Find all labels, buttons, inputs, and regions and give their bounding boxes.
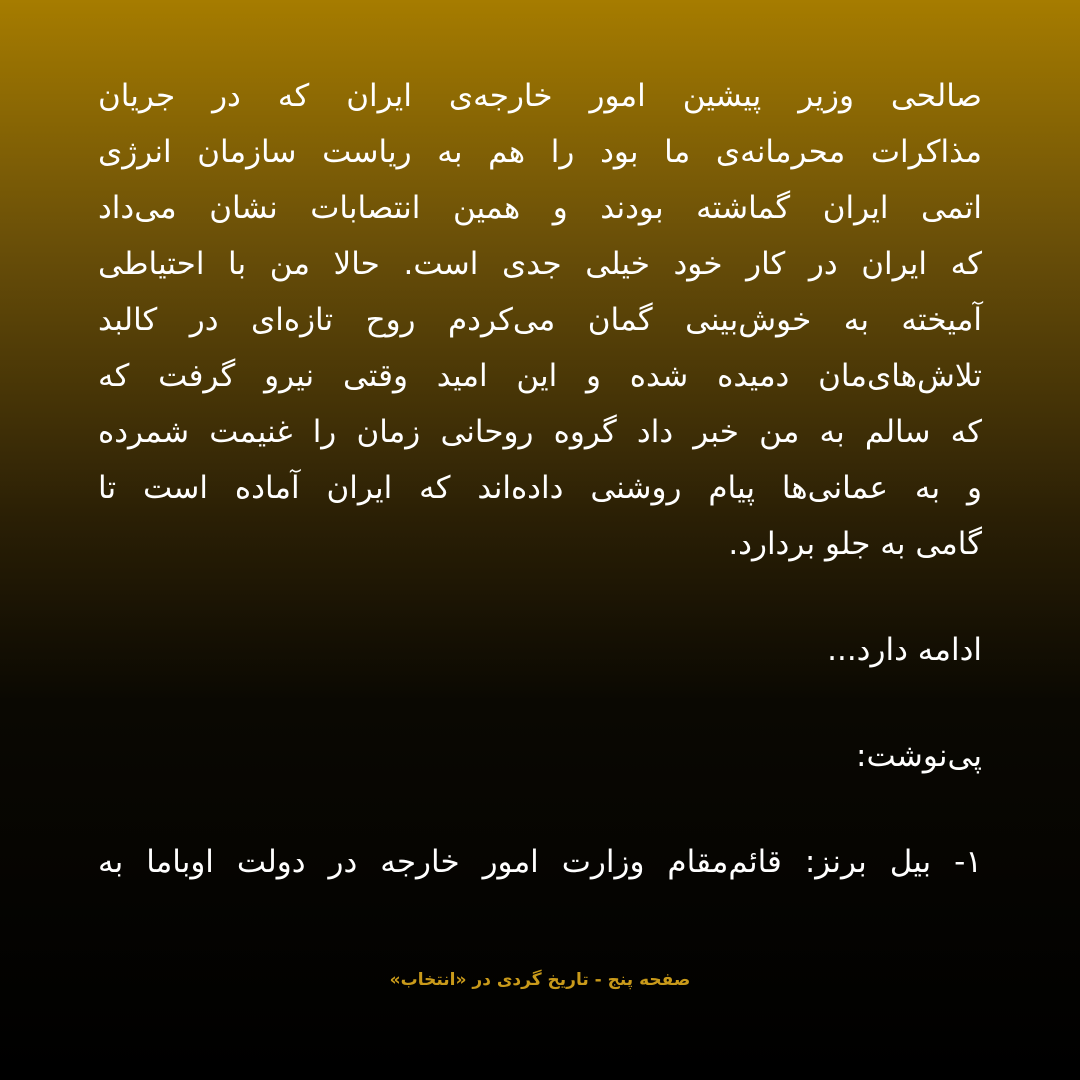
- spacer: [98, 572, 982, 622]
- paragraph-line-1: صالحی وزیر پیشین امور خارجه‌ی ایران که در جریان: [98, 78, 982, 114]
- paragraph-line-8: و به عمانی‌ها پیام روشنی داده‌اند که ایران آماده است تا: [98, 470, 982, 506]
- footnote-1: ۱- بیل برنز: قائم‌مقام وزارت امور خارجه در دولت اوباما به: [98, 844, 982, 880]
- paragraph-line-5: آمیخته به خوش‌بینی گمان می‌کردم روح تازه‌ای در کالبد: [98, 302, 982, 338]
- paragraph-line-2: مذاکرات محرمانه‌ی ما بود را هم به ریاست سازمان انرژی: [98, 134, 982, 170]
- paragraph-line-6: تلاش‌های‌مان دمیده شده و این امید وقتی نیرو گرفت که: [98, 358, 982, 394]
- article-body: [98, 68, 982, 890]
- page-footer-label: صفحه پنج - تاریخ گردی در «انتخاب»: [389, 970, 691, 990]
- spacer: [98, 784, 982, 834]
- paragraph-line-7: که سالم به من خبر داد گروه روحانی زمان را غنیمت شمرده: [98, 414, 982, 450]
- postscript-heading: پی‌نوشت:: [856, 738, 982, 774]
- paragraph-line-4: که ایران در کار خود خیلی جدی است. حالا من با احتیاطی: [98, 246, 982, 282]
- spacer: [98, 678, 982, 728]
- continued-note: ادامه دارد...: [827, 632, 982, 668]
- paragraph-line-3: اتمی ایران گماشته بودند و همین انتصابات نشان می‌داد: [98, 190, 982, 226]
- paragraph-line-9: گامی به جلو بردارد.: [728, 526, 982, 562]
